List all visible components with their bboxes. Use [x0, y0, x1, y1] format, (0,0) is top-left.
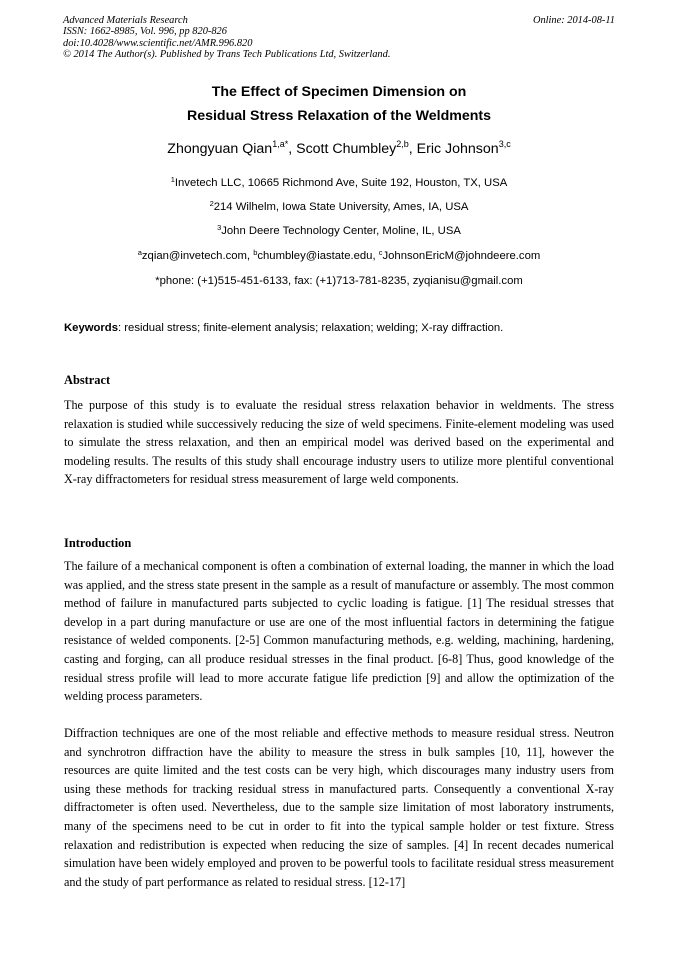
online-date: Online: 2014-08-11: [532, 15, 615, 26]
author-3: Eric Johnson$^{3,c}$: [416, 139, 511, 157]
introduction-paragraph-2: Diffraction techniques are one of the most reliable and effective methods to measure residual stress. Neutron and synchrotron diffraction have the ability to measure the stress in bulk samples [10, 11], however the resources are quite limited and the test costs can be very high, which discourages many industry users from using these methods for tracking residual stress in manufactured parts. Consequently a conventional X-ray diffractometer is often used. Nevertheless, due to the sample size limitation of most laboratory instruments, many of the specimens need to be cut in order to fit into the typical sample holder or test fixture. Stress relaxation and redistribution is expected when reducing the size of samples. [4] In recent decades numerical simulation have been widely employed and proven to be powerful tools to facilitate residual stress measurement and the study of part performance as related to residual stress. [12-17]: [64, 726, 614, 889]
title-line-1: The Effect of Specimen Dimension on: [211, 84, 467, 100]
abstract-body: The purpose of this study is to evaluate the residual stress relaxation behavior in weldments. The stress relaxation is studied while successively reducing the size of weld specimens. Finite-element modeling was used to simulate the stress relaxation, and then an empirical model was derived based on the experimental and modeling results. The results of this study shall encourage industry users to utilize more plentiful conventional X-ray diffractometers for residual stress measurement of large weld components.: [64, 398, 614, 487]
affiliation-3: $^3$John Deere Technology Center, Moline, IL, USA: [217, 223, 461, 237]
journal-copyright: © 2014 The Author(s). Published by Trans Tech Publications Ltd, Switzerland.: [63, 49, 391, 61]
keywords-label: Keywords: [64, 322, 118, 334]
author-list: [20, 140, 658, 158]
journal-header: [63, 15, 615, 61]
journal-issn: ISSN: 1662-8985, Vol. 996, pp 820-826: [63, 26, 227, 38]
introduction-paragraph-1: The failure of a mechanical component is often a combination of external loading, the manner in which the load was applied, and the stress state present in the sample as a result of manufacture or assembly. The most common method of failure in manufactured parts subjected to cyclic loading is fatigue. [1] The residual stresses that develop in a part during manufacture or use are one of the most influential factors in determining the fatigue resistance of welded components. [2-5] Common manufacturing methods, e.g. welding, machining, hardening, casting and forging, can all produce residual stresses in the final product. [6-8] Thus, good knowledge of the residual stress profile will lead to more accurate fatigue life prediction [9] and allow the optimization of the welding process parameters.: [64, 559, 614, 704]
author-1: Zhongyuan Qian$^{1,a*}$,: [167, 139, 297, 157]
paper-title: [40, 80, 638, 128]
keywords-text: : residual stress; finite-element analysis; relaxation; welding; X-ray diffraction.: [118, 322, 504, 334]
affiliation-1: $^1$Invetech LLC, 10665 Richmond Ave, Suite 192, Houston, TX, USA: [170, 175, 508, 189]
affiliation-2: $^2$214 Wilhelm, Iowa State University, Ames, IA, USA: [209, 199, 469, 213]
abstract-heading: Abstract: [64, 373, 111, 387]
title-line-2: Residual Stress Relaxation of the Weldments: [186, 108, 492, 124]
author-2: Scott Chumbley$^{2,b}$,: [296, 139, 417, 157]
keywords: [64, 321, 616, 335]
contact-phone: *phone: (+1)515-451-6133, fax: (+1)713-781-8235, zyqianisu@gmail.com: [155, 275, 523, 287]
introduction-heading: Introduction: [64, 536, 132, 550]
email-list: $^a$zqian@invetech.com, $^b$chumbley@iastate.edu, $^c$JohnsonEricM@johndeere.com: [137, 248, 541, 262]
journal-doi: doi:10.4028/www.scientific.net/AMR.996.820: [63, 37, 253, 49]
journal-name: Advanced Materials Research: [63, 15, 188, 26]
